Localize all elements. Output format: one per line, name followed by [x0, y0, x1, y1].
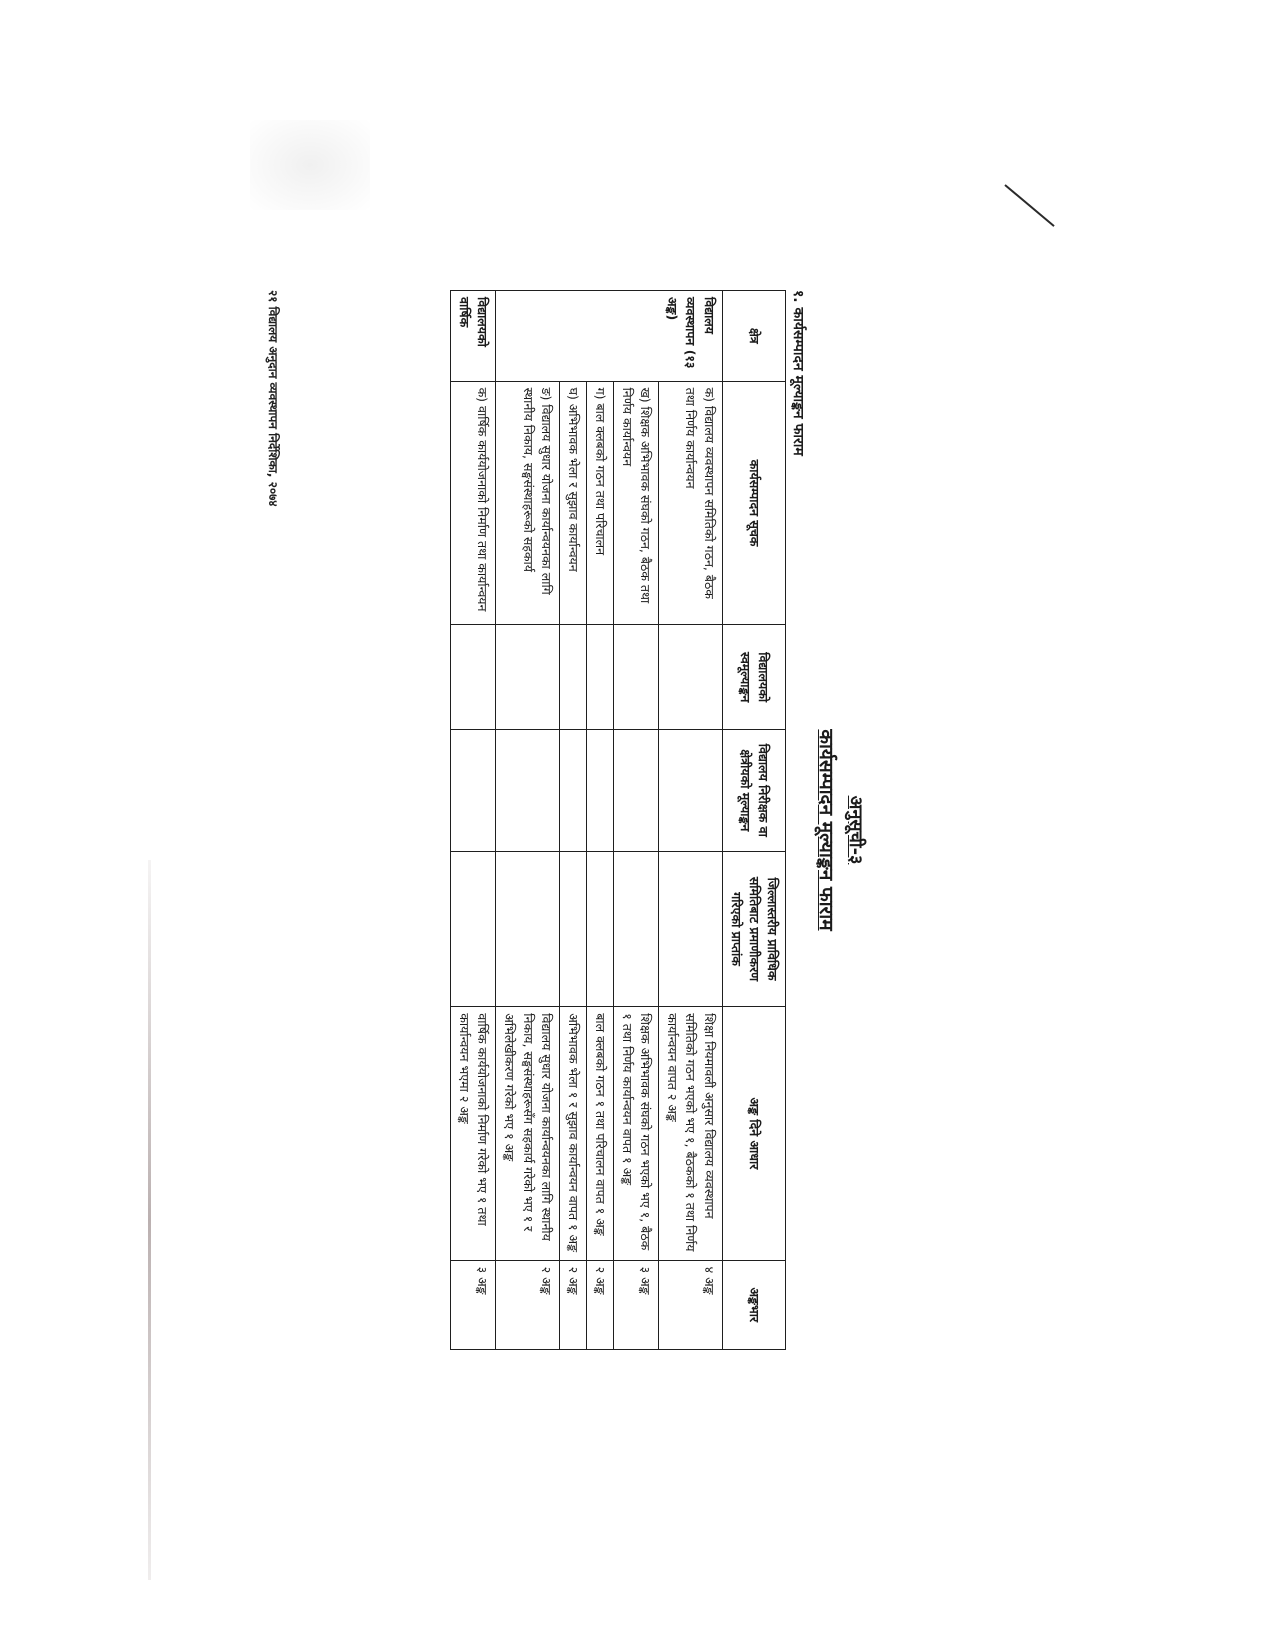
indicator-cell: घ) अभिभावक भेला र सुझाव कार्यान्वयन	[559, 381, 586, 625]
header-district-certification: जिल्लास्तरीय प्राविधिक समितिबाट प्रमाणीकरण गरिएको प्राप्तांक	[722, 851, 785, 1007]
district-certification-cell[interactable]	[659, 851, 722, 1007]
indicator-cell: ङ) विद्यालय सुधार योजना कार्यान्वयनका लागि स्थानीय निकाय, सङ्घसंस्थाहरूको सहकार्य	[496, 381, 559, 625]
header-self-evaluation: विद्यालयको स्वमूल्याङ्कन	[722, 625, 785, 729]
indicator-cell: ग) बाल क्लबको गठन तथा परिचालन	[586, 381, 613, 625]
table-row	[451, 291, 496, 1350]
scoring-basis-cell: बाल क्लबको गठन १ तथा परिचालन वापत १ अङ्क	[586, 1007, 613, 1260]
page-heading	[814, 290, 868, 1370]
header-inspector-evaluation: विद्यालय निरीक्षक वा क्षेत्रीयको मूल्याङ्कन	[722, 729, 785, 851]
marks-cell: २ अङ्क	[559, 1260, 586, 1349]
self-evaluation-cell[interactable]	[451, 625, 496, 729]
section-title: १. कार्यसम्पादन मूल्याङ्कन फाराम	[790, 290, 806, 456]
scoring-basis-cell: वार्षिक कार्ययोजनाको निर्माण गरेको भए १ तथा कार्यान्वयन भएमा २ अङ्क	[451, 1007, 496, 1260]
table-row	[659, 291, 722, 1350]
evaluation-table	[450, 290, 786, 1350]
annex-title: अनुसूची-३	[845, 795, 866, 865]
marks-cell: २ अङ्क	[586, 1260, 613, 1349]
district-certification-cell[interactable]	[451, 851, 496, 1007]
inspector-evaluation-cell[interactable]	[614, 729, 659, 851]
scan-edge-shadow	[148, 860, 151, 1580]
marks-cell: २ अङ्क	[496, 1260, 559, 1349]
page-footer: २१ विद्यालय अनुदान व्यवस्थापन निर्देशिका, २०७४	[266, 290, 280, 507]
district-certification-cell[interactable]	[559, 851, 586, 1007]
form-title: कार्यसम्पादन मूल्याङ्कन फाराम	[815, 729, 837, 931]
table-row	[496, 291, 559, 1350]
district-certification-cell[interactable]	[586, 851, 613, 1007]
district-certification-cell[interactable]	[614, 851, 659, 1007]
indicator-cell: ख) शिक्षक अभिभावक संघको गठन, बैठक तथा निर्णय कार्यान्वयन	[614, 381, 659, 625]
marks-cell: ३ अङ्क	[451, 1260, 496, 1349]
scoring-basis-cell: शिक्षक अभिभावक संघको गठन भएको भए १, बैठक १ तथा निर्णय कार्यान्वयन वापत १ अङ्क	[614, 1007, 659, 1260]
scoring-basis-cell: विद्यालय सुधार योजना कार्यान्वयनका लागि स्थानीय निकाय, सङ्घसंस्थाहरूसँग सहकार्य गरेको भए १ र अभिलेखीकरण गरेको भए १ अङ्क	[496, 1007, 559, 1260]
pen-mark	[1004, 184, 1054, 227]
indicator-cell: क) विद्यालय व्यवस्थापन समितिको गठन, बैठक तथा निर्णय कार्यान्वयन	[659, 381, 722, 625]
rotated-page-content	[290, 290, 866, 1370]
self-evaluation-cell[interactable]	[659, 625, 722, 729]
inspector-evaluation-cell[interactable]	[559, 729, 586, 851]
self-evaluation-cell[interactable]	[496, 625, 559, 729]
scan-smudge	[250, 120, 370, 210]
district-certification-cell[interactable]	[496, 851, 559, 1007]
area-cell-management: विद्यालय व्यवस्थापन (१३ अङ्क)	[496, 291, 722, 382]
table-row	[559, 291, 586, 1350]
inspector-evaluation-cell[interactable]	[496, 729, 559, 851]
inspector-evaluation-cell[interactable]	[586, 729, 613, 851]
header-marks: अङ्कभार	[722, 1260, 785, 1349]
scoring-basis-cell: शिक्षा नियमावली अनुसार विद्यालय व्यवस्थापन समितिको गठन भएको भए १, बैठकको १ तथा निर्णय कार्यान्वयन वापत २ अङ्क	[659, 1007, 722, 1260]
scoring-basis-cell: अभिभावक भेला १ र सुझाव कार्यान्वयन वापत १ अङ्क	[559, 1007, 586, 1260]
self-evaluation-cell[interactable]	[559, 625, 586, 729]
header-scoring-basis: अङ्क दिने आधार	[722, 1007, 785, 1260]
table-row	[586, 291, 613, 1350]
inspector-evaluation-cell[interactable]	[451, 729, 496, 851]
header-area: क्षेत्र	[722, 291, 785, 382]
table-row	[614, 291, 659, 1350]
area-cell-annual: विद्यालयको वार्षिक	[451, 291, 496, 382]
header-indicator: कार्यसम्पादन सूचक	[722, 381, 785, 625]
inspector-evaluation-cell[interactable]	[659, 729, 722, 851]
marks-cell: ४ अङ्क	[659, 1260, 722, 1349]
indicator-cell: क) वार्षिक कार्ययोजनाको निर्माण तथा कार्यान्वयन	[451, 381, 496, 625]
marks-cell: ३ अङ्क	[614, 1260, 659, 1349]
table-header-row	[722, 291, 785, 1350]
self-evaluation-cell[interactable]	[614, 625, 659, 729]
self-evaluation-cell[interactable]	[586, 625, 613, 729]
